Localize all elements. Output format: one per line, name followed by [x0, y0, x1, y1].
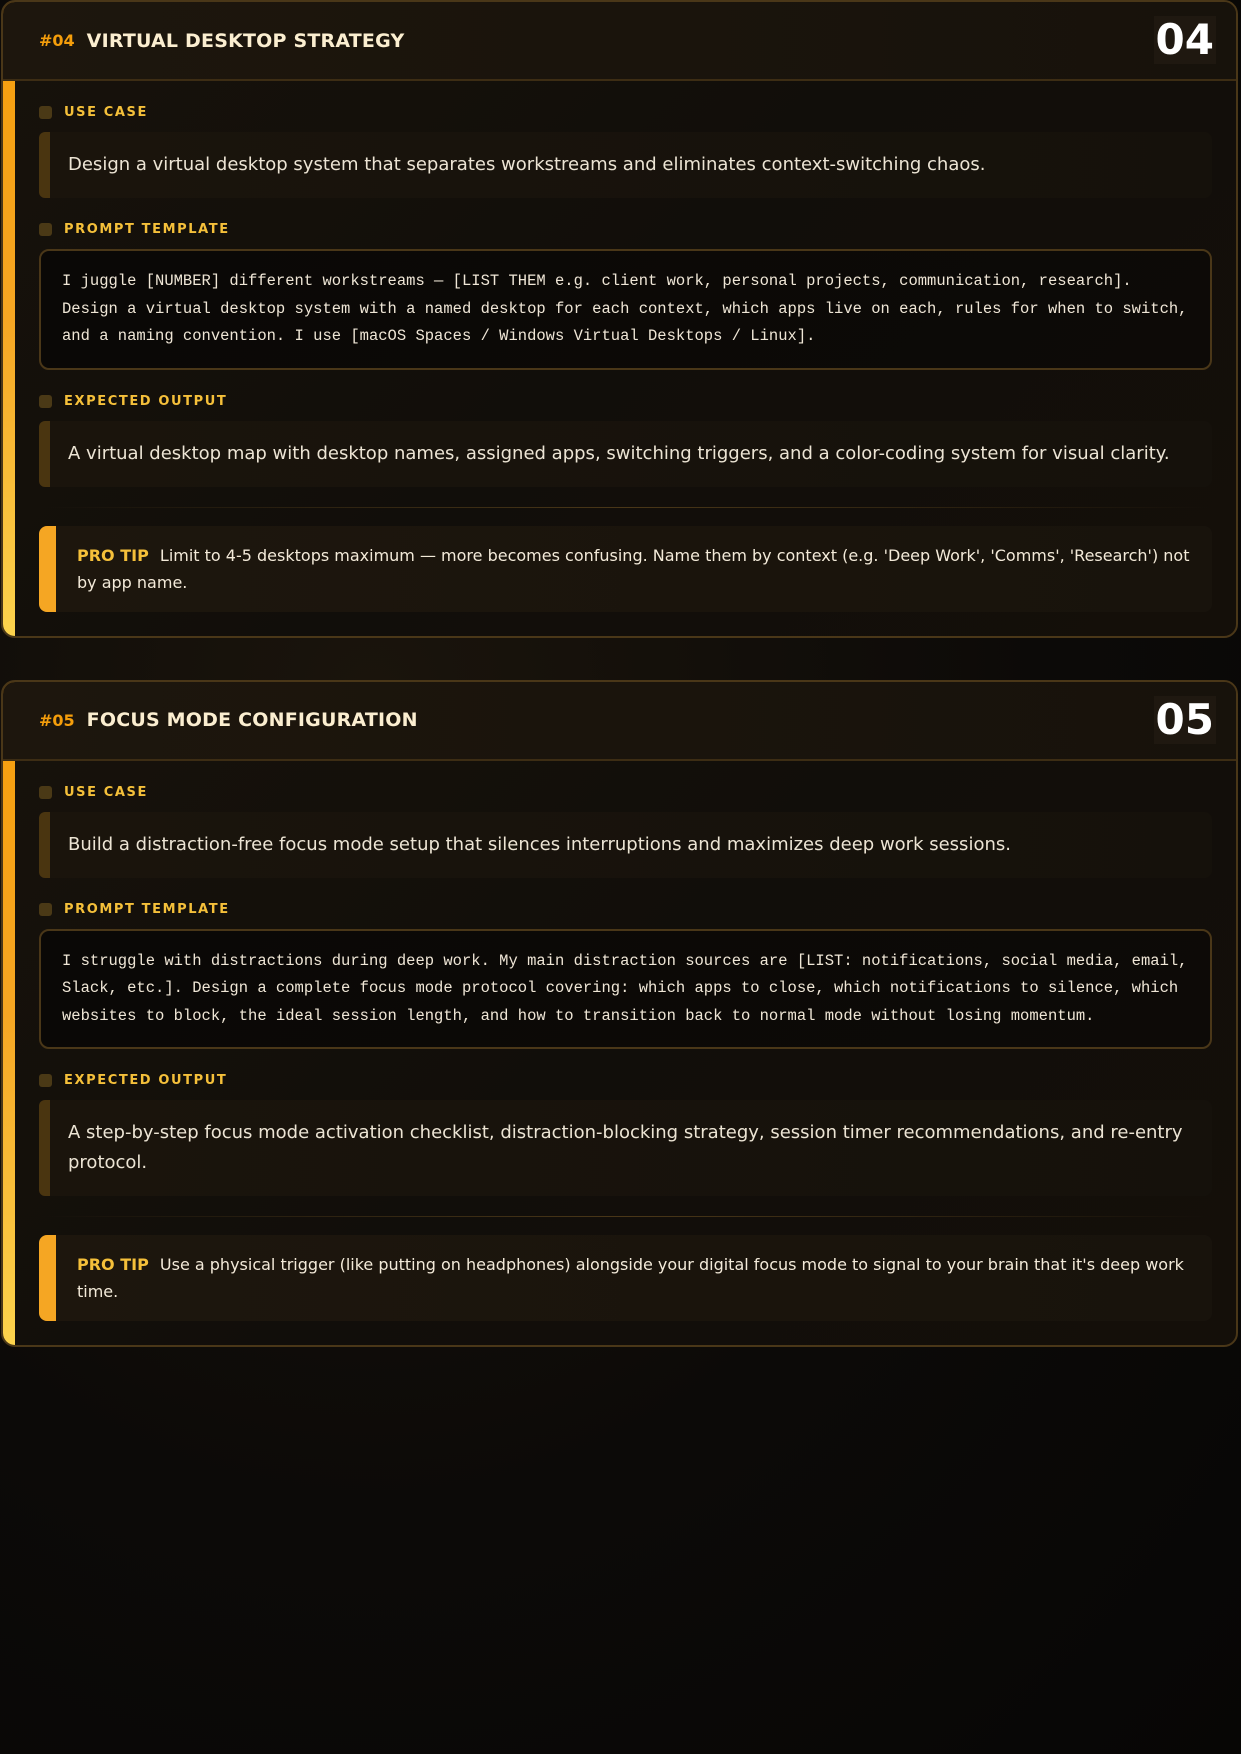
use-case-text: Design a virtual desktop system that separates workstreams and eliminates context-switching chaos.	[39, 132, 1212, 198]
card-header	[3, 682, 1236, 761]
card-body	[3, 105, 1236, 636]
square-icon	[39, 1074, 52, 1087]
use-case-label	[39, 105, 1212, 120]
card-title: VIRTUAL DESKTOP STRATEGY	[86, 29, 405, 52]
card-accent-bar	[3, 2, 15, 636]
pro-tip	[39, 1235, 1212, 1321]
pro-tip-label: PRO TIP	[77, 545, 149, 565]
pro-tip-text: Use a physical trigger (like putting on headphones) alongside your digital focus mode to signal to your brain that it's deep work time.	[77, 1255, 1184, 1301]
prompt-template-text[interactable]: I juggle [NUMBER] different workstreams — [LIST THEM e.g. client work, personal projects, communication, research]. Design a virtual desktop system with a named desktop for each context, which apps live on each, rules for when to switch, and a naming convention. I use [macOS Spaces / Windows Virtual Desktops / Linux].	[39, 249, 1212, 370]
pro-tip	[39, 526, 1212, 612]
card-tag: #05	[39, 710, 75, 730]
square-icon	[39, 786, 52, 799]
card-tag: #04	[39, 31, 75, 50]
divider	[39, 1216, 1212, 1217]
expected-output-label-text: EXPECTED OUTPUT	[64, 393, 228, 409]
card-header	[3, 2, 1236, 81]
card-number: 05	[1155, 694, 1214, 744]
prompt-card-05	[1, 680, 1238, 1348]
prompt-template-label-text: PROMPT TEMPLATE	[64, 901, 230, 917]
card-accent-bar	[3, 682, 15, 1346]
prompt-template-label-text: PROMPT TEMPLATE	[64, 222, 230, 237]
square-icon	[39, 106, 52, 119]
square-icon	[39, 903, 52, 916]
expected-output-label	[39, 394, 1212, 409]
prompt-template-text[interactable]: I struggle with distractions during deep work. My main distraction sources are [LIST: notifications, social media, email, Slack, etc.]. Design a complete focus mode protocol covering: which apps to close, which notifications to silence, which websites to block, the ideal session length, and how to transition back to normal mode without losing momentum.	[39, 929, 1212, 1050]
pro-tip-label: PRO TIP	[77, 1255, 149, 1274]
use-case-label	[39, 785, 1212, 800]
use-case-text: Build a distraction-free focus mode setup that silences interruptions and maximizes deep work sessions.	[39, 812, 1212, 878]
prompt-template-label	[39, 222, 1212, 237]
use-case-label-text: USE CASE	[64, 784, 148, 800]
expected-output-text: A virtual desktop map with desktop names, assigned apps, switching triggers, and a color-coding system for visual clarity.	[39, 421, 1212, 487]
expected-output-label	[39, 1073, 1212, 1088]
expected-output-text: A step-by-step focus mode activation checklist, distraction-blocking strategy, session timer recommendations, and re-entry protocol.	[39, 1100, 1212, 1196]
use-case-label-text: USE CASE	[64, 105, 148, 120]
square-icon	[39, 395, 52, 408]
prompt-card-04	[1, 0, 1238, 638]
card-number: 04	[1155, 15, 1214, 64]
card-title: FOCUS MODE CONFIGURATION	[86, 709, 418, 731]
divider	[39, 507, 1212, 508]
prompt-template-label	[39, 902, 1212, 917]
pro-tip-text: Limit to 4-5 desktops maximum — more becomes confusing. Name them by context (e.g. 'Deep Work', 'Comms', 'Research') not by app name.	[77, 545, 1190, 592]
square-icon	[39, 223, 52, 236]
card-body	[3, 785, 1236, 1346]
expected-output-label-text: EXPECTED OUTPUT	[64, 1073, 228, 1088]
